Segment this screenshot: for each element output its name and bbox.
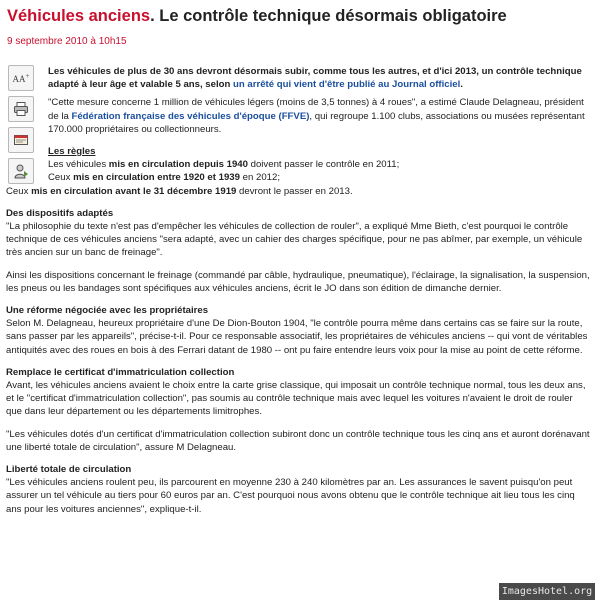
quote-text: "Cette mesure concerne 1 million de véhicules légers (moins de 3,5 tonnes) à 4 roues", a estimé Claude Delagneau, président de la <box>48 97 584 122</box>
rule-1919: Ceux mis en circulation avant le 31 décembre 1919 devront le passer en 2013. <box>6 185 353 197</box>
section-heading-dispositifs: Des dispositifs adaptés <box>6 207 114 219</box>
article-title <box>7 7 587 26</box>
section-heading-certificat: Remplace le certificat d'immatriculation collection <box>6 366 235 378</box>
text-size-icon: AA+ <box>12 72 30 84</box>
text-size-button[interactable] <box>8 65 34 91</box>
section-paragraph: Selon M. Delagneau, heureux propriétaire d'une De Dion-Bouton 1904, "le contrôle pourra même dans certains cas se faire sur la route, sans passer par les appareils", précise-t-il. Pour ce responsable associatif, les propriétaires de véhicules anciens -- qui vont de véritables antiquités avec des roues en bois à des Ferrari datant de 1980 -- ont pu faire entendre leurs voix pour la mise au point de cette réforme. <box>6 318 588 356</box>
article-date: 9 septembre 2010 à 10h15 <box>7 36 127 47</box>
ffve-link[interactable]: Fédération française des véhicules d'époque (FFVE) <box>71 110 310 122</box>
article-toolbar <box>8 65 36 184</box>
lead-paragraph <box>6 65 590 91</box>
journal-officiel-link[interactable]: un arrêté qui vient d'être publié au Journal officiel <box>233 79 461 91</box>
section-paragraph: "Les véhicules anciens roulent peu, ils parcourent en moyenne 230 à 240 kilomètres par an. Les assurances le savent puisqu'on peut assurer un tel véhicule au tiers pour 60 euros par an. C'est pourquoi nous avons obtenu que le contrôle technique ait lieu tous les cinq ans pour les voitures anciennes", explique-t-il. <box>6 477 575 515</box>
title-rest: . Le contrôle technique désormais obligatoire <box>150 7 507 25</box>
section-paragraph: Ainsi les dispositions concernant le freinage (commandé par câble, hydraulique, pneumatique), l'éclairage, la signalisation, la suspension, les pneus ou les bandages sont spécifiques aux véhicules anciens, écrit le JO dans son édition de dimanche dernier. <box>6 269 590 294</box>
rule-1920-1939: Ceux mis en circulation entre 1920 et 1939 en 2012; <box>48 172 280 184</box>
title-accent: Véhicules anciens <box>7 7 151 25</box>
email-button[interactable] <box>8 127 34 153</box>
rules-heading: Les règles <box>48 146 96 158</box>
print-icon <box>13 101 29 117</box>
quote-end: , qui regroupe 1.100 clubs, associations ou musées représentant 170.000 propriétaires ou collectionneurs. <box>48 110 585 135</box>
section-paragraph: "La philosophie du texte n'est pas d'empêcher les véhicules de collection de rouler", a expliqué Mme Bieth, c'est pourquoi le contrôle technique de ces véhicules anciens "sera adapté, avec un cahier des charges spécifique, pour ne pas abîmer, par exemple, un véhicule très ancien sur un banc de freinage". <box>6 221 583 259</box>
section-heading-liberte: Liberté totale de circulation <box>6 464 132 476</box>
print-button[interactable] <box>8 96 34 122</box>
lead-text: Les véhicules de plus de 30 ans devront désormais subir, comme tous les autres, et d'ici 2013, un contrôle technique adapté à leur âge et valable 5 ans, selon <box>48 66 582 91</box>
article-body <box>6 65 590 516</box>
section-paragraph: Avant, les véhicules anciens avaient le choix entre la carte grise classique, qui imposait un contrôle technique normal, tous les deux ans, et le "certificat d'immatriculation collection", pas soumis au contrôle technique mais avec lequel les voitures n'avaient le droit de rouler que dans leur département ou les départements limitrophes. <box>6 380 586 418</box>
rule-1940: Les véhicules mis en circulation depuis 1940 doivent passer le contrôle en 2011; <box>48 159 400 171</box>
section-heading-reforme: Une réforme négociée avec les propriétaires <box>6 305 209 317</box>
share-user-icon <box>13 163 29 179</box>
quote-paragraph <box>6 96 590 136</box>
share-button[interactable] <box>8 158 34 184</box>
watermark: ImagesHotel.org <box>499 583 595 600</box>
email-icon <box>13 132 29 148</box>
lead-end: . <box>460 79 463 91</box>
section-paragraph: "Les véhicules dotés d'un certificat d'immatriculation collection subiront donc un contrôle technique tous les cinq ans et auront dorénavant une liberté totale de circulation", assure M Delagneau. <box>6 428 590 453</box>
